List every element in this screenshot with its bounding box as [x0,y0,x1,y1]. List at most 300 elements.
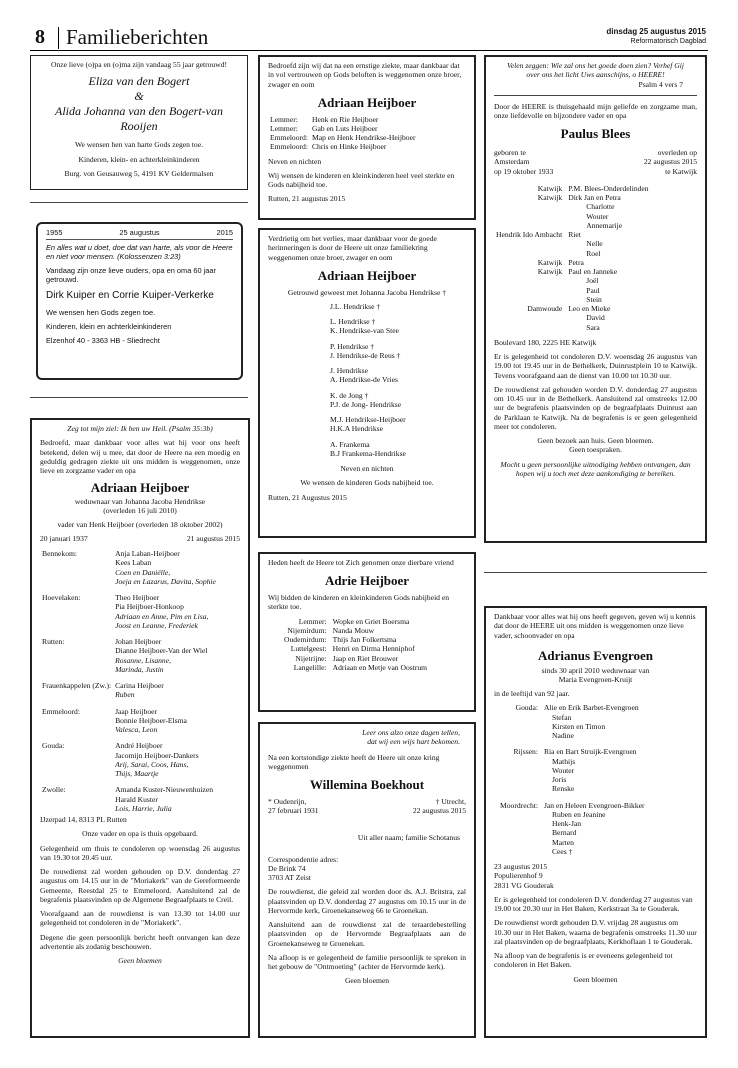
spacer [40,674,113,681]
family-member: Dirk Jan en Petra [568,193,621,203]
family-member: Jacomijn Heijboer-Dankers [115,750,199,760]
family-member: Paul [586,285,600,295]
table-row [494,249,651,258]
ad9-age: in de leeftijd van 92 jaar. [494,689,570,699]
grandchildren-names: Coen en Daniëlle, [115,567,171,577]
ad3-father: vader van Henk Heijboer (overleden 18 oktober 2002) [57,519,223,529]
family-member: Sara [586,322,600,332]
family-place [494,313,566,322]
family-place: Katwijk [537,257,563,267]
family-member: J. Hendrikse [330,366,368,376]
ad7-flowers: Geen bloemen [344,976,390,986]
ad7-born-place: * Oudenrijn, [268,796,307,806]
table-row [494,267,651,276]
ad3-service: De rouwdienst zal worden gehouden op D.V. donderdag 27 augustus om 14.15 uur in de "Moriakerk" van de Gereformeerde Gemeente, Reestdal 25 te Emmeloord. Aansluitend zal de begrafenis plaatsvinden op de Algemene Begraafplaats te Creil. [40,867,240,904]
table-row [40,646,218,655]
family-member: K. de Jong † [330,390,369,400]
family-place [498,847,542,856]
family-place [40,760,113,769]
family-member: Nadine [551,731,574,741]
family-member: Ruben en Jeanine [551,809,606,819]
grandchildren-names: Ruben [115,690,135,700]
ad7-name: Willemina Boekhout [309,777,425,792]
family-member: Ria en Bart Struijk-Evengroen [543,747,637,757]
spacer [113,734,218,741]
ad7-died-date: 22 augustus 2015 [412,806,466,816]
spacer [498,794,542,801]
family-place [40,558,113,567]
family-place [494,221,566,230]
family-member: Johan Heijboer [115,637,162,647]
ad1-name1: Eliza van den Bogert [88,74,190,89]
table-row [40,795,218,804]
family-member: Theo Heijboer [115,593,160,603]
friend-place: Oudemirdum: [284,635,327,645]
ad9-condolence: Er is gelegenheid tot condoleren D.V. donderdag 27 augustus van 19.00 tot 20.30 uur in Het Baken, Kerkstraat 3a te Gouderak. [494,894,693,914]
ad8-born-label: geboren te [494,148,526,158]
family-place [40,621,113,630]
family-member: Joris [551,775,567,785]
ad-anniversary-van-den-bogert [30,55,248,190]
ad8-labels [494,148,697,157]
table-row [40,630,218,637]
table-row [268,133,418,142]
family-member: L. Hendrikse † [330,317,376,327]
ad8-verse: Velen zeggen: Wie zal ons het goede doen zien? Verhef Gij over ons het licht Uws aanschijns, o HEERE! [506,61,684,80]
ad9-since: sinds 30 april 2010 weduwnaar van [541,665,650,675]
table-row [498,740,647,747]
ad2-family: Kinderen, klein en achterkleinkinderen [46,322,172,332]
table-row [40,637,218,646]
ad1-wish: We wensen hen van harte Gods zegen toe. [74,140,203,150]
ad3-widower: weduwnaar van Johanna Jacoba Hendrikse (overleden 16 juli 2010) [74,497,206,516]
family-member: Carina Heijboer [115,681,164,691]
family-member: André Heijboer [115,741,163,751]
family-place: Hendrik Ido Ambacht [496,230,563,240]
family-place [498,819,542,828]
table-row [40,785,218,794]
table-row [40,707,218,716]
ad8-born-date: op 19 oktober 1933 [494,166,554,176]
table-row [40,741,218,750]
friend-names: Thijs Jan Folkertsma [332,635,397,645]
table-row [40,760,218,769]
friend-place: Langelille: [293,662,327,672]
ad6-friends-table [282,617,429,673]
table-row [498,722,647,731]
table-row [40,751,218,760]
family-member: J.L. Hendrikse † [330,301,381,311]
family-place [40,577,113,586]
table-row [494,258,651,267]
family-place [40,804,113,813]
table-row [498,703,647,712]
ad2-address: Elzenhof 40 - 3363 HB - Sliedrecht [46,336,160,346]
ad7-dates [268,806,466,815]
table-row [40,586,218,593]
family-place: Katwijk [537,183,563,193]
family-member: Bonnie Heijboer-Elsma [115,715,187,725]
family-place [40,646,113,655]
ad1-intro: Onze lieve (o)pa en (o)ma zijn vandaag 55 jaar getrouwd! [50,60,228,69]
ad7-corr-city: 3703 AT Zeist [268,873,311,883]
grandchildren-names: Arij, Sarai, Coos, Hans, [115,759,189,769]
table-row [40,700,218,707]
family-member: P.J. de Jong- Hendrikse [330,399,402,409]
ad9-after: Na afloop van de begrafenis is er eveneens gelegenheid tot condoleren in Het Baken. [494,951,673,970]
ad8-born-place: Amsterdam [494,157,530,167]
family-place [40,716,113,725]
spacer [40,778,113,785]
table-row [494,184,651,193]
table-row [268,142,418,151]
table-row [494,202,651,211]
ad5-nieces: Neven en nichten [340,464,394,474]
ad3-verse: Zeg tot mijn ziel: Ik ben uw Heil. (Psalm 35:3b) [67,424,213,433]
family-member: A. Frankema [330,439,370,449]
table-row [268,115,418,124]
ad9-intro: Dankbaar voor alles wat hij ons heeft gegeven, geven wij u kennis dat door de HEERE uit ons midden is weggenomen onze lieve vader, schoonvader en opa [494,612,696,640]
table-row [498,810,647,819]
grandchildren-names: Joost en Leanne, Frederiek [115,620,198,630]
table-row [498,794,647,801]
ad7-corr-label: Correspondentie adres: [268,854,339,864]
family-member: Harald Kuster [115,794,158,804]
table-row [40,778,218,785]
ad8-rule [494,95,697,96]
ad8-no-notice: Mocht u geen persoonlijke uitnodiging hebben ontvangen, dan hopen wij u toch met deze aankondiging te bereiken. [500,459,691,478]
family-place [498,757,542,766]
ad9-flowers: Geen bloemen [573,974,618,984]
ad2-wish: We wensen hen Gods zegen toe. [46,308,156,318]
family-group [330,317,466,336]
ad3-condolence: Gelegenheid om thuis te condoleren op woensdag 26 augustus van 19.30 tot 20.45 uur. [40,843,240,862]
ad4-place-date: Rutten, 21 augustus 2015 [268,194,346,204]
family-place: Damwoude [527,304,563,314]
ad5-name: Adriaan Heijboer [317,267,417,283]
ad3-family-list [40,549,240,813]
table-row [498,828,647,837]
family-member: Dianne Heijboer-Van der Wiel [115,646,208,656]
ad7-service: De rouwdienst, die geleid zal worden door ds. A.J. Britstra, zal plaatsvinden op D.V. donderdag 27 augustus om 10.15 uur in de Hervormde kerk, Groenekanseweg 66 te Groenekan. [268,887,466,915]
family-member: Jaap Heijboer [115,706,158,716]
table-row [498,747,647,756]
relative-place: Lemmer: [270,123,298,133]
family-place: Hoevelaken: [42,593,81,603]
family-place: Rijssen: [513,747,538,757]
ad9-city: 2831 VG Gouderak [494,880,554,890]
family-member: Stefan [551,712,572,722]
family-member: Renske [551,784,575,794]
header-divider [58,27,59,49]
ad1-amp: & [134,89,144,104]
ad-obituary-adriaan-heijboer-siblings [258,55,476,220]
grandchildren-names: Lois, Harrie, Julia [115,803,172,813]
ad2-year-start: 1955 [46,228,63,237]
friend-names: Adriaan en Metje van Oostrum [332,662,428,672]
family-place [40,656,113,665]
family-member: David [586,313,605,323]
family-group [330,342,466,361]
spacer [542,794,647,801]
ad8-died-label: overleden op [657,148,697,158]
family-place [498,713,542,722]
header-rule [30,50,708,51]
family-place [40,612,113,621]
family-place [494,212,566,221]
family-member: Bernard [551,828,577,838]
family-place [40,690,113,699]
family-member: M.J. Hendrikse-Heijboer [330,415,406,425]
friend-place: Luttelgeest: [290,644,327,654]
table-row [282,635,429,644]
family-member: H.K.A Hendrikse [330,424,383,434]
family-place [498,784,542,793]
ad8-verse-ref: Psalm 4 vers 7 [638,79,683,89]
table-row [40,568,218,577]
family-member: Nelle [586,239,603,249]
table-row [494,276,651,285]
family-place [498,722,542,731]
family-place [494,239,566,248]
ad3-dates [40,534,240,543]
ad8-row3 [494,167,697,176]
family-member: Alie en Erik Barbet-Evengroen [543,703,639,713]
separator [484,572,707,573]
family-place: Katwijk [537,193,563,203]
ad-anniversary-kuiper [36,222,243,380]
ad9-service: De rouwdienst wordt gehouden D.V. vrijdag 28 augustus om 10.30 uur in Het Baken, waarna de begrafenis omstreeks 11.30 uur zal plaatsvinden op de begraafplaats, Kerkhoflaan 1 te Gouderak. [494,918,697,946]
table-row [498,713,647,722]
ad7-places [268,797,466,806]
ad9-name: Adrianus Evengroen [538,647,653,663]
table-row [494,193,651,202]
family-place [498,838,542,847]
family-place [494,249,566,258]
family-place [40,769,113,778]
ad7-born-date: 27 februari 1931 [268,806,319,816]
family-group [330,391,466,410]
family-member: Amanda Kuster-Nieuwenhuizen [115,785,213,795]
table-row [498,766,647,775]
family-place [494,276,566,285]
family-member: Leo en Mieke [568,304,611,314]
table-row [498,757,647,766]
grandchildren-names: Rosanne, Lisanne, [115,655,171,665]
relative-names: Map en Henk Hendrikse-Heijboer [311,133,416,143]
ad7-intro: Na een kortstondige ziekte heeft de Heere uit onze kring weggenomen [268,752,440,771]
family-member: P. Hendrikse † [330,341,375,351]
family-member: Kirsten en Timon [551,721,606,731]
family-member: Joël [586,276,599,286]
friend-names: Nanda Mouw [332,625,375,635]
ad7-verse1: Leer ons alzo onze dagen tellen, [362,728,460,737]
ad-obituary-adriaan-heijboer-inlaws [258,228,476,538]
family-place: Moordrecht: [500,800,538,810]
table-row [40,612,218,621]
table-row [40,716,218,725]
family-place: Frauenkappelen (Zw.): [42,681,112,691]
table-row [494,212,651,221]
friend-place: Lemmer: [298,616,327,626]
family-member: Petra [568,257,584,267]
ad3-family-table [40,549,218,813]
table-row [282,617,429,626]
table-row [40,593,218,602]
family-group [330,366,466,385]
ad3-address: IJzerpad 14, 8313 PL Rutten [40,815,127,825]
family-place [40,568,113,577]
table-row [498,819,647,828]
table-row [268,124,418,133]
ad3-birth: 20 januari 1937 [40,533,88,543]
ad1-family: Kinderen, klein- en achterkleinkinderen [78,154,200,164]
ad8-name: Paulus Blees [560,126,631,142]
ad5-family-list [330,302,466,458]
ad7-verse2: dat wij een wijs hart bekomen. [367,737,460,747]
ad8-row2 [494,157,697,166]
ad3-no-notice: Degene die geen persoonlijk bericht heeft ontvangen kan deze advertentie als zodanig beschouwen. [40,932,240,951]
table-row [40,681,218,690]
separator [30,397,248,398]
family-group [330,440,466,459]
ad9-street: Populierenhof 9 [494,871,543,881]
table-row [282,663,429,672]
spacer [40,734,113,741]
ad2-date: 25 augustus [119,228,160,237]
family-place: Rutten: [42,637,65,647]
family-group [330,302,466,311]
family-member: B.J Frankema-Hendrikse [330,448,406,458]
ad2-year-end: 2015 [216,228,233,237]
spacer [113,700,218,707]
family-member: P.M. Blees-Onderdelinden [568,183,649,193]
table-row [494,221,651,230]
ad3-before: Voorafgaand aan de rouwdienst is van 13.30 tot 14.00 uur gelegenheid tot condoleren in de "Moriakerk". [40,909,240,928]
ad-obituary-adrie-heijboer [258,552,476,712]
table-row [40,804,218,813]
friend-names: Wopke en Griet Boersma [332,616,410,626]
family-place [498,775,542,784]
ad8-address: Boulevard 180, 2225 HE Katwijk [494,337,597,347]
family-place [494,286,566,295]
ad2-verse: En alles wat u doet, doe dat van harte, als voor de Heere en niet voor mensen. (Kolossenzen 3:23) [46,243,233,262]
issue-date: dinsdag 25 augustus 2015 [606,27,706,36]
ad3-intro: Bedroefd, maar dankbaar voor alles wat hij voor ons heeft betekend, delen wij u mee, dat door de Heere na een moedig en geduldig gedragen ziekte uit ons midden is weggenomen, onze lieve en zorgzame vader en opa [40,438,240,475]
ad8-condolence: Er is gelegenheid tot condoleren D.V. woensdag 26 augustus van 19.00 tot 19.45 uur in de Bethelkerk, Duinrustplein 10 te Katwijk. Tevens voorafgaand aan de dienst van 10.00 tot 10.30 uur. [494,352,697,380]
family-place [498,731,542,740]
table-row [494,313,651,322]
family-member: Cees † [551,846,573,856]
family-place [40,665,113,674]
family-member: Wouter [551,765,575,775]
family-place [494,323,566,332]
ad2-names: Dirk Kuiper en Corrie Kuiper-Verkerke [46,290,214,302]
table-row [494,239,651,248]
ad4-name: Adriaan Heijboer [317,94,417,110]
table-row [40,577,218,586]
spacer [113,630,218,637]
grandchildren-names: Adriaan en Anne, Pim en Lisa, [115,611,209,621]
family-place [494,295,566,304]
grandchildren-names: Valesca, Leon [115,725,158,735]
table-row [40,725,218,734]
separator [30,202,248,203]
relative-names: Chris en Hinke Heijboer [311,142,387,152]
family-place: Emmeloord: [42,706,80,716]
relative-names: Henk en Rie Heijboer [311,114,379,124]
table-row [282,626,429,635]
family-place [40,602,113,611]
ad9-family-table [498,703,647,856]
ad1-name2: Alida Johanna van den Bogert-van Rooijen [55,104,223,134]
ad4-wish: Wij wensen de kinderen en kleinkinderen heel veel sterkte en Gods nabijheid toe. [268,170,455,190]
family-place [498,828,542,837]
spacer [542,740,647,747]
table-row [282,654,429,663]
family-place: Katwijk [537,267,563,277]
spacer [498,740,542,747]
family-member: A. Hendrikse-de Vries [330,375,398,385]
ad-obituary-paulus-blees [484,55,707,543]
section-title: Familieberichten [66,25,209,49]
ad7-died-place: † Utrecht, [435,796,466,806]
relative-place: Lemmer: [270,114,298,124]
table-row [40,665,218,674]
ad7-corr-street: De Brink 74 [268,863,306,873]
family-place [498,766,542,775]
ad7-after: Na afloop is er gelegenheid de familie persoonlijk te spreken in het gebouw de "Ontmoeting" (achter de Hervormde kerk). [268,952,466,972]
grandchildren-names: Joeja en Lazarus, Davita, Sophie [115,576,216,586]
spacer [40,700,113,707]
table-row [498,775,647,784]
ad3-at-home: Onze vader en opa is thuis opgebaard. [82,829,198,839]
ad8-family-table [494,184,651,332]
family-member: Jan en Heleen Evengroen-Bikker [543,800,645,810]
table-row [494,295,651,304]
ad5-place-date: Rutten, 21 Augustus 2015 [268,492,347,502]
ad7-by: Uit aller naam; familie Schotanus [357,833,460,843]
ad5-wish: We wensen de kinderen Gods nabijheid toe. [300,478,434,488]
ad-obituary-adrianus-evengroen [484,606,707,1038]
ad4-relatives-table [268,115,418,152]
family-member: Anja Laban-Heijboer [115,549,180,559]
relative-place: Emmeloord: [270,133,308,143]
table-row [40,690,218,699]
friend-names: Jaap en Riet Brouwer [332,653,399,663]
table-row [40,602,218,611]
family-place: Bennekom: [42,549,78,559]
spacer [113,778,218,785]
ad9-date: 23 augustus 2015 [494,862,548,872]
ad2-text: Vandaag zijn onze lieve ouders, opa en oma 60 jaar getrouwd. [46,266,216,285]
family-place: Zwolle: [42,785,66,795]
table-row [40,621,218,630]
ad4-intro: Bedroefd zijn wij dat na een ernstige ziekte, maar dankbaar dat in vol vertrouwen op Gods beloften is weggenomen onze broer, zwager en oom [268,61,462,89]
ad9-widow-of: Maria Evengroen-Kruijt [558,674,633,684]
family-member: Kees Laban [115,558,152,568]
grandchildren-names: Thijs, Maartje [115,769,159,779]
ad6-intro: Heden heeft de Heere tot Zich genomen onze dierbare vriend [268,558,454,567]
family-member: Mathijs [551,756,576,766]
ad1-address: Burg. von Geusauweg 5, 4191 KV Geldermalsen [64,168,214,178]
spacer [40,586,113,593]
table-row [494,230,651,239]
ad2-rule [46,239,233,240]
family-member: Riet [568,230,581,240]
ad3-name: Adriaan Heijboer [90,480,190,496]
family-place [494,202,566,211]
